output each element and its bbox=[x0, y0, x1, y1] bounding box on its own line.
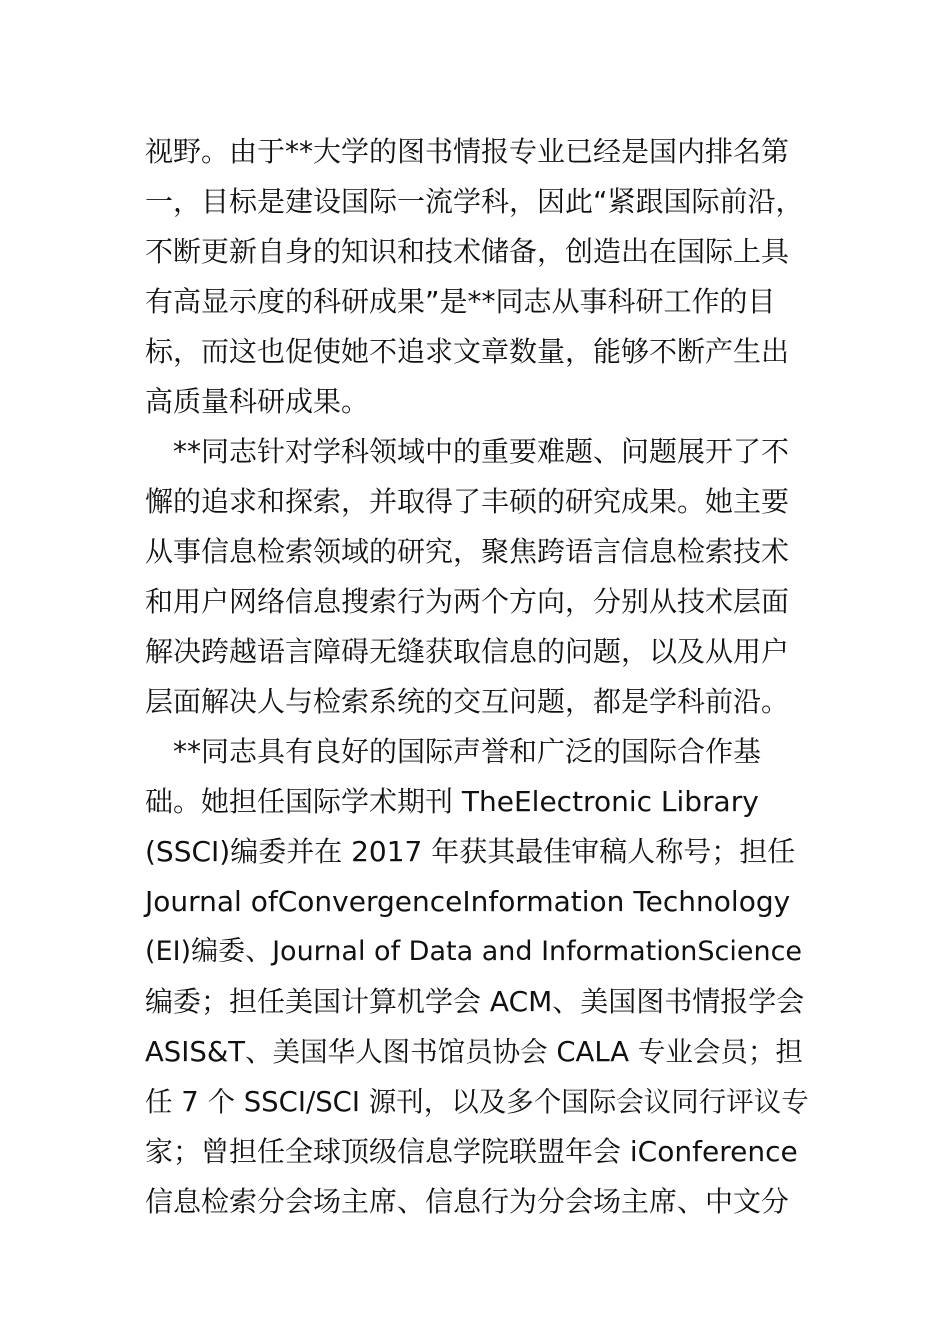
text-line: 懈的追求和探索，并取得了丰硕的研究成果。她主要 bbox=[145, 485, 790, 518]
text-line: 一，目标是建设国际一流学科，因此“紧跟国际前沿， bbox=[145, 185, 804, 218]
text-line: **同志针对学科领域中的重要难题、问题展开了不 bbox=[145, 435, 790, 468]
text-line: 编委；担任美国计算机学会 ACM、美国图书情报学会 bbox=[145, 985, 805, 1018]
text-line: Journal ofConvergenceInformation Technology bbox=[145, 885, 791, 918]
text-line: 层面解决人与检索系统的交互问题，都是学科前沿。 bbox=[145, 685, 790, 718]
text-line: 和用户网络信息搜索行为两个方向，分别从技术层面 bbox=[145, 585, 790, 618]
text-line: 不断更新自身的知识和技术储备，创造出在国际上具 bbox=[145, 235, 790, 268]
text-line: 解决跨越语言障碍无缝获取信息的问题，以及从用户 bbox=[145, 635, 790, 668]
text-line: 视野。由于**大学的图书情报专业已经是国内排名第 bbox=[145, 135, 790, 168]
text-line: 家；曾担任全球顶级信息学院联盟年会 iConference bbox=[145, 1135, 798, 1168]
text-line: 高质量科研成果。 bbox=[145, 385, 370, 418]
text-line: **同志具有良好的国际声誉和广泛的国际合作基 bbox=[145, 735, 762, 768]
text-line: 从事信息检索领域的研究，聚焦跨语言信息检索技术 bbox=[145, 535, 790, 568]
text-line: 任 7 个 SSCI/SCI 源刊，以及多个国际会议同行评议专 bbox=[145, 1086, 809, 1118]
text-line: 标，而这也促使她不追求文章数量，能够不断产生出 bbox=[145, 335, 790, 368]
text-line: 础。她担任国际学术期刊 TheElectronic Library bbox=[145, 785, 759, 818]
text-line: 有高显示度的科研成果”是**同志从事科研工作的目 bbox=[145, 285, 776, 318]
text-line: (SSCI)编委并在 2017 年获其最佳审稿人称号；担任 bbox=[145, 835, 796, 868]
body-text bbox=[145, 127, 810, 1227]
text-line: 信息检索分会场主席、信息行为分会场主席、中文分 bbox=[145, 1185, 790, 1218]
text-line: ASIS&T、美国华人图书馆员协会 CALA 专业会员；担 bbox=[145, 1036, 803, 1068]
text-line: (EI)编委、Journal of Data and InformationScience bbox=[145, 936, 803, 967]
